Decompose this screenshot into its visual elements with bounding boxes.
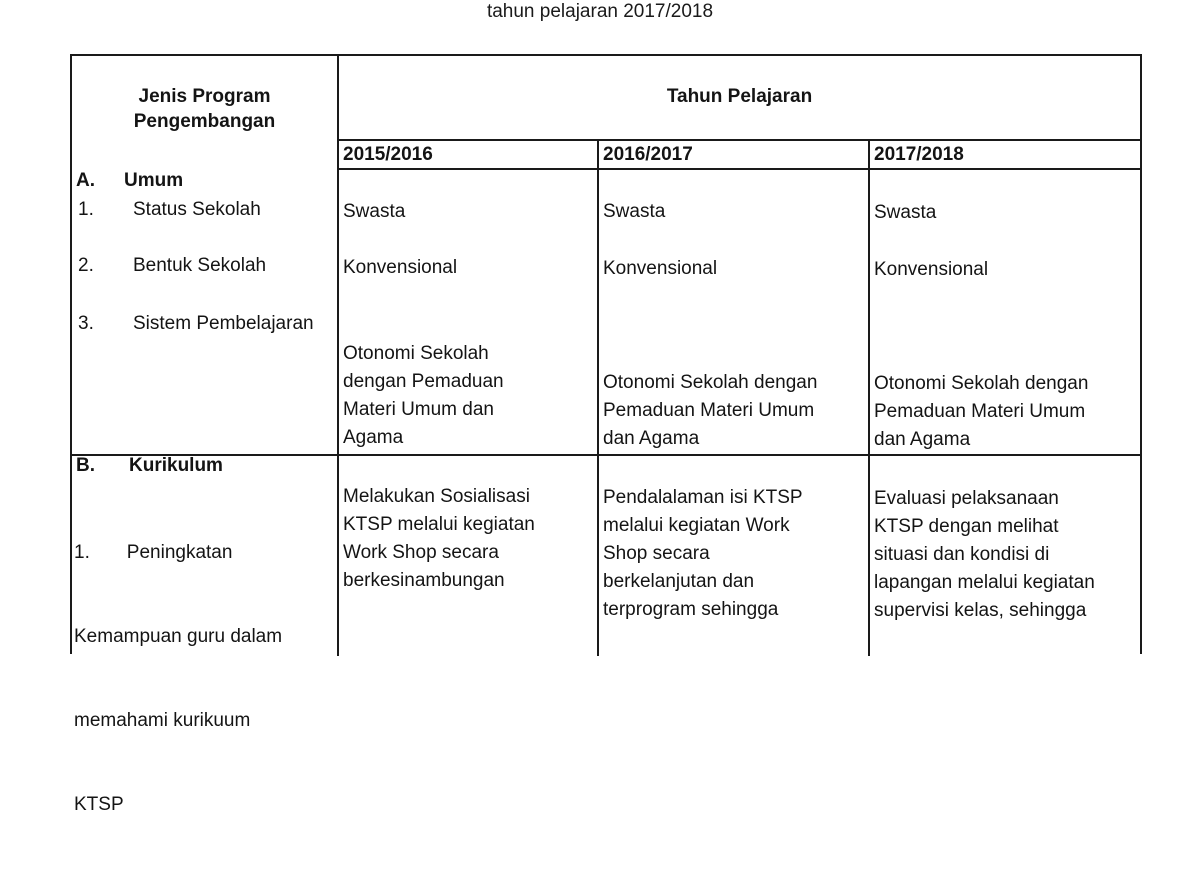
header-subdivider <box>337 139 1142 141</box>
section-b-divider <box>72 454 1142 456</box>
cell-value: Swasta <box>603 201 666 222</box>
row-number: 2. <box>78 255 94 276</box>
row-number: 1. <box>78 199 94 220</box>
section-a-letter: A. <box>76 170 95 191</box>
col-divider-2 <box>597 140 599 656</box>
cell-value: Otonomi Sekolah dengan Pemaduan Materi Umum dan Agama <box>603 372 818 449</box>
row-label: Sistem Pembelajaran <box>133 313 314 334</box>
cell-value: Otonomi Sekolah dengan Pemaduan Materi Umum dan Agama <box>343 343 504 448</box>
cell-value: Konvensional <box>874 259 989 280</box>
cell-value: Pendalalaman isi KTSP melalui kegiatan Work Shop secara berkelanjutan dan terprogram sehingga <box>603 487 803 620</box>
cell-value: Swasta <box>343 201 406 222</box>
section-b-title: Kurikulum <box>129 455 223 476</box>
year-header-2015: 2015/2016 <box>343 144 433 165</box>
cell-value: Evaluasi pelaksanaan KTSP dengan melihat situasi dan kondisi di lapangan melalui kegiatan supervisi kelas, sehingga <box>874 488 1095 621</box>
year-header-2016: 2016/2017 <box>603 144 693 165</box>
document-title: tahun pelajaran 2017/2018 <box>486 1 714 22</box>
cell-value: Swasta <box>874 202 937 223</box>
row-label: 1. Peningkatan Kemampuan guru dalam memahami kurikuum KTSP <box>74 542 283 815</box>
year-header-2017: 2017/2018 <box>874 144 964 165</box>
col-divider-1 <box>337 56 339 656</box>
header-bottom-line <box>337 168 1142 170</box>
cell-value: Konvensional <box>603 258 718 279</box>
year-group-header: Tahun Pelajaran <box>666 86 813 107</box>
row-label: Bentuk Sekolah <box>133 255 267 276</box>
program-column-header: Jenis Program Pengembangan <box>133 86 276 132</box>
program-table <box>70 54 1142 815</box>
section-b-letter: B. <box>76 455 95 476</box>
cell-value: Melakukan Sosialisasi KTSP melalui kegiatan Work Shop secara berkesinambungan <box>343 486 535 591</box>
row-number: 3. <box>78 313 94 334</box>
section-a-title: Umum <box>124 170 184 191</box>
col-divider-3 <box>868 140 870 656</box>
cell-value: Otonomi Sekolah dengan Pemaduan Materi Umum dan Agama <box>874 373 1089 450</box>
cell-value: Konvensional <box>343 257 458 278</box>
row-label: Status Sekolah <box>133 199 261 220</box>
